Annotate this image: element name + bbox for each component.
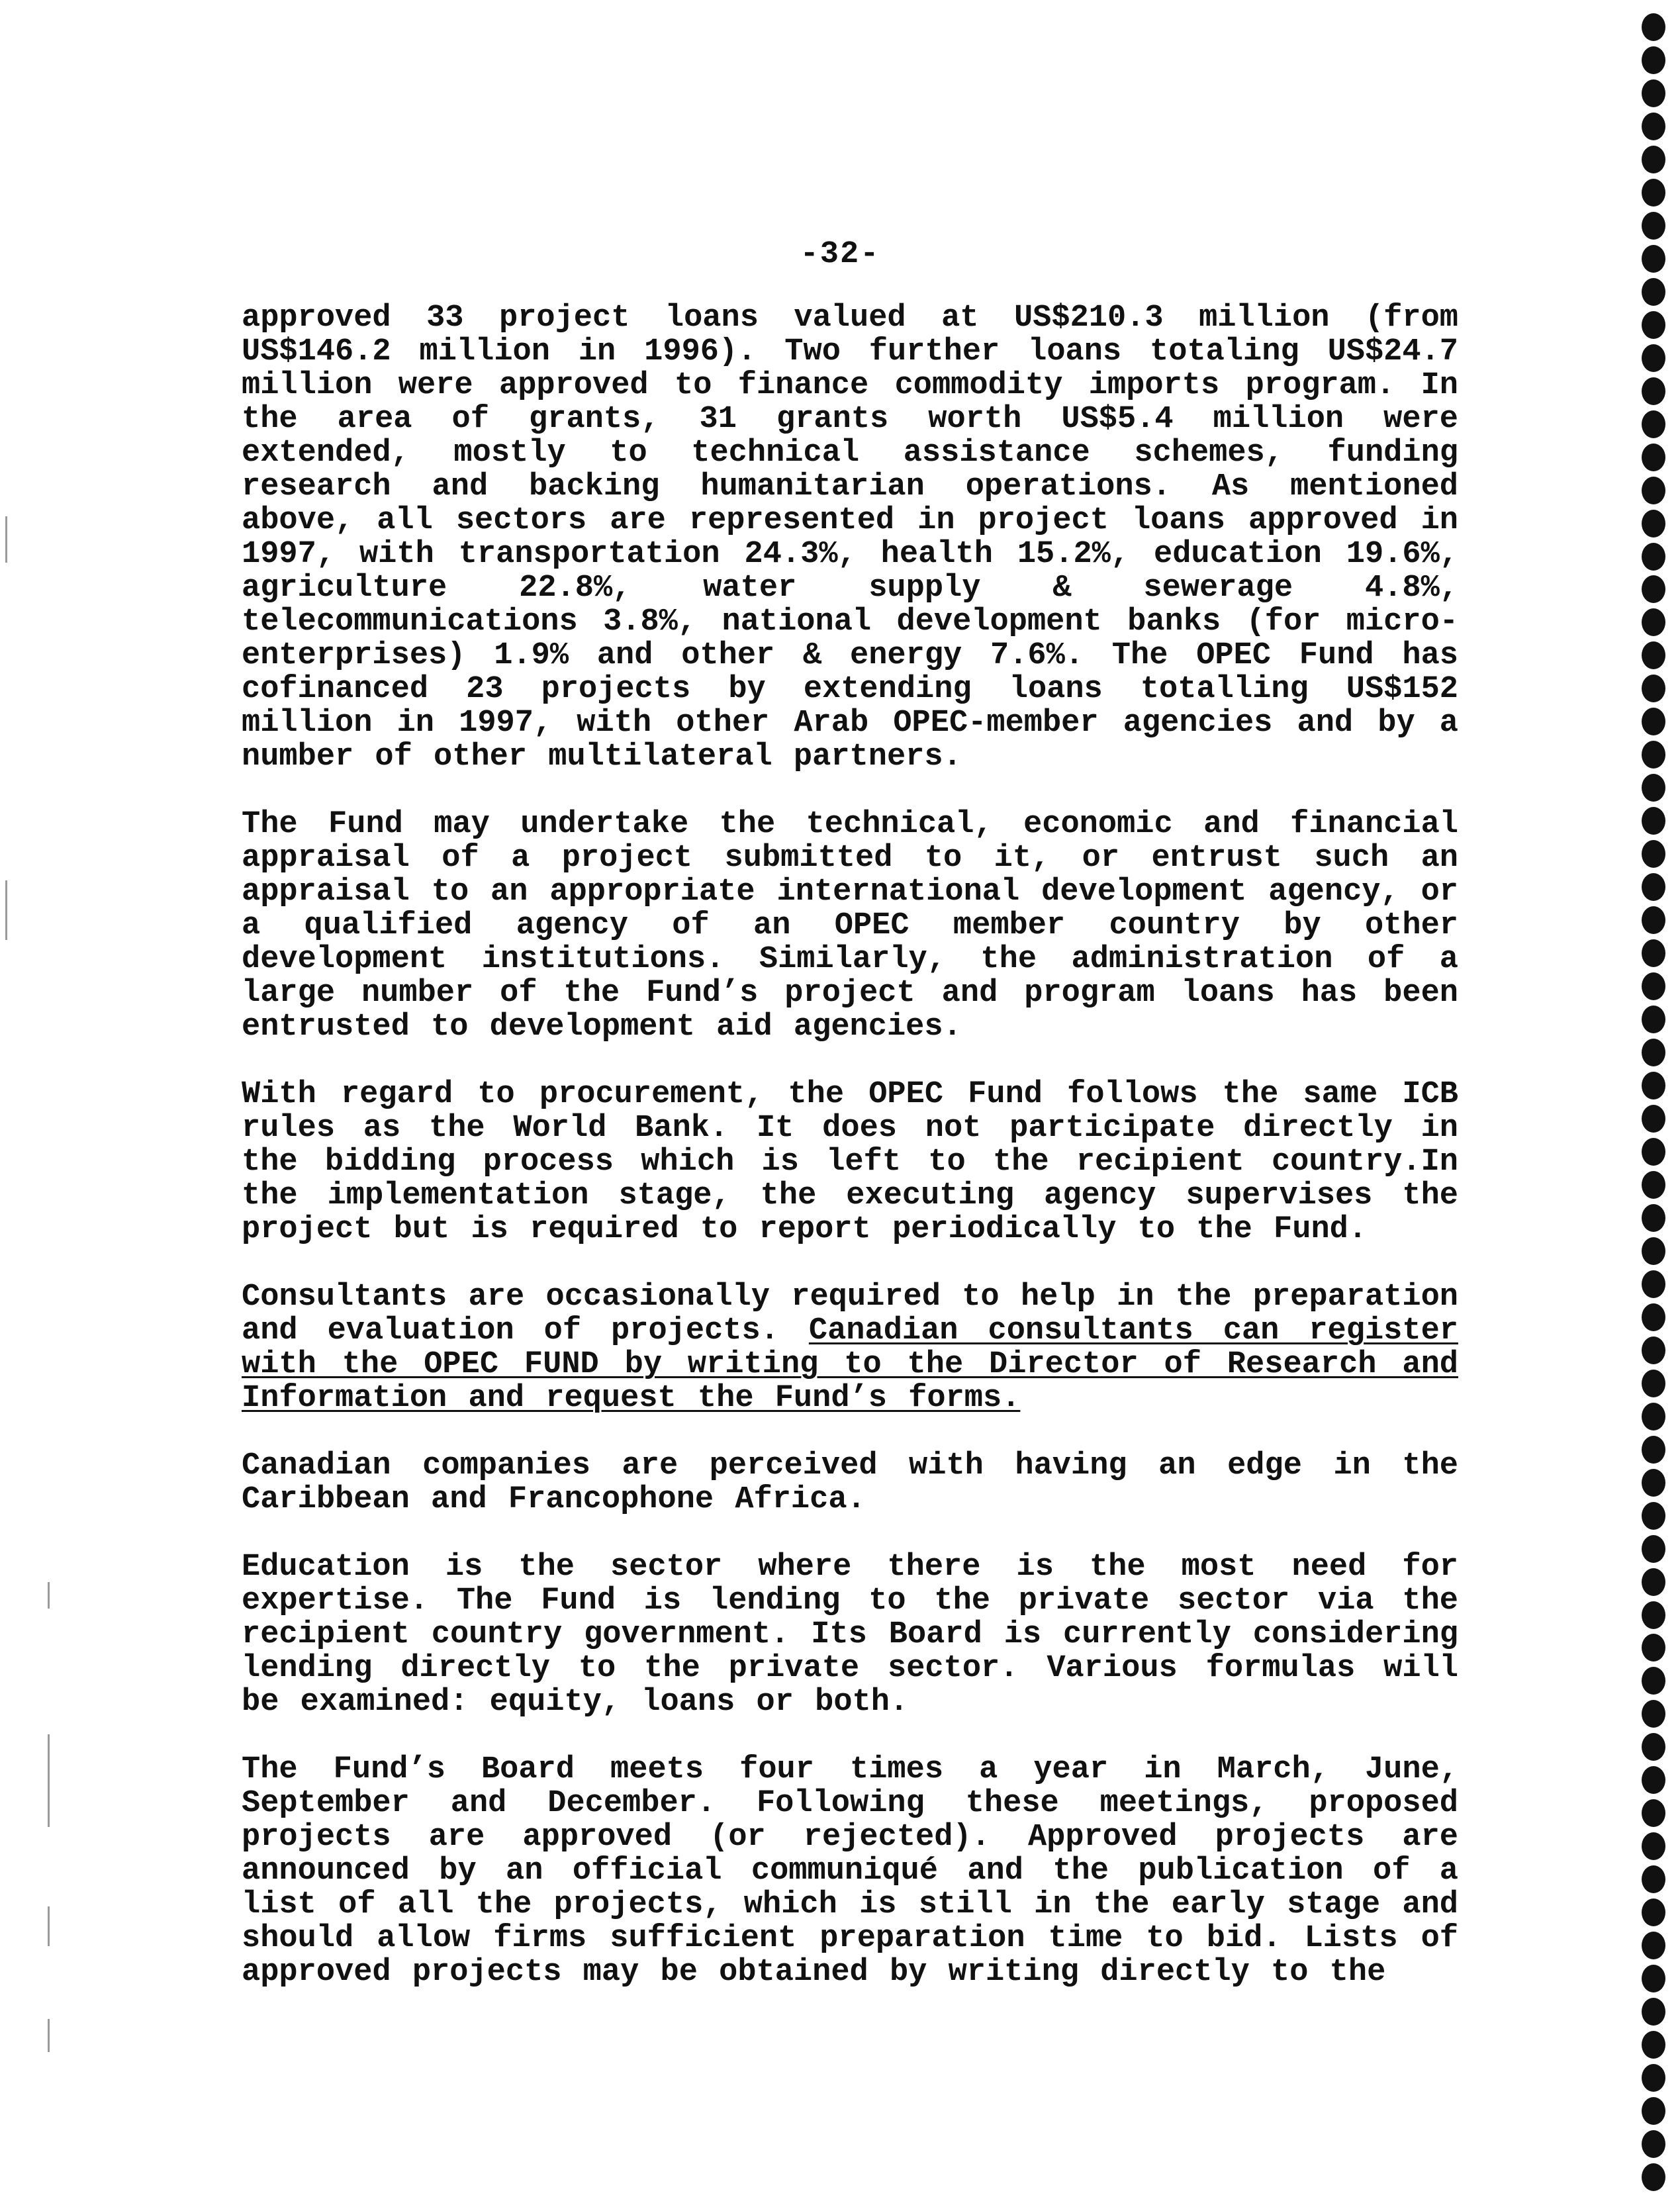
binding-hole bbox=[1642, 1303, 1665, 1331]
binding-hole bbox=[1642, 1237, 1665, 1265]
binding-hole bbox=[1642, 1138, 1665, 1166]
scan-mark bbox=[48, 1734, 50, 1827]
scan-mark bbox=[5, 516, 7, 563]
binding-hole bbox=[1642, 444, 1665, 471]
paragraph-text: The Fund’s Board meets four times a year in March, June, September and December. Following these meetings, proposed projects are approved (or rejected). Approved projects are announced by an official communiqué and the publication of a list of all the projects, which is still in the early stage and should allow firms sufficient preparation time to bid. Lists of approved projects may be obtained by writing directly to the bbox=[242, 1752, 1458, 1990]
binding-hole bbox=[1642, 1039, 1665, 1066]
binding-hole bbox=[1642, 1568, 1665, 1596]
scan-mark bbox=[48, 1906, 50, 1946]
binding-hole bbox=[1642, 1766, 1665, 1794]
binding-hole bbox=[1642, 113, 1665, 140]
binding-hole bbox=[1642, 1932, 1665, 1959]
binding-hole bbox=[1642, 1370, 1665, 1397]
paragraph-board-meetings bbox=[242, 1753, 1458, 1989]
binding-hole bbox=[1642, 1336, 1665, 1364]
binding-hole bbox=[1642, 741, 1665, 769]
binding-hole bbox=[1642, 311, 1665, 339]
consultant-registration-note: Canadian consultants can register with the OPEC FUND by writing to the Director of Research and Information and request the Fund’s forms. bbox=[242, 1313, 1458, 1416]
binding-hole bbox=[1642, 1965, 1665, 1992]
binding-hole bbox=[1642, 1998, 1665, 2026]
binding-hole bbox=[1642, 1799, 1665, 1827]
page-number: -32- bbox=[800, 237, 880, 272]
binding-hole bbox=[1642, 972, 1665, 1000]
paragraph-canadian-companies bbox=[242, 1449, 1458, 1517]
binding-hole bbox=[1642, 245, 1665, 273]
paragraph-procurement bbox=[242, 1078, 1458, 1246]
binding-hole bbox=[1642, 510, 1665, 538]
paragraph-consultants bbox=[242, 1280, 1458, 1415]
binding-hole bbox=[1642, 1502, 1665, 1530]
binding-hole bbox=[1642, 1733, 1665, 1761]
binding-hole bbox=[1642, 2097, 1665, 2125]
scan-mark bbox=[48, 1582, 50, 1609]
paragraph-text: Education is the sector where there is the most need for expertise. The Fund is lending to the private sector via the recipient country government. Its Board is currently considering lending directly to the private sector. Various formulas will be examined: equity, loans or both. bbox=[242, 1550, 1458, 1720]
binding-hole bbox=[1642, 1898, 1665, 1926]
binding-hole bbox=[1642, 1700, 1665, 1728]
binding-hole bbox=[1642, 13, 1665, 41]
binding-hole bbox=[1642, 278, 1665, 306]
binding-hole bbox=[1642, 2130, 1665, 2158]
paragraph-text: The Fund may undertake the technical, economic and financial appraisal of a project submitted to it, or entrust such an appraisal to an appropriate international development agency, or a qualified agency of an OPEC member country by other development institutions. Similarly, the administration of a large number of the Fund’s project and program loans has been entrusted to development aid agencies. bbox=[242, 807, 1458, 1045]
binding-hole bbox=[1642, 608, 1665, 636]
binding-hole bbox=[1642, 79, 1665, 107]
paragraph-text: With regard to procurement, the OPEC Fund follows the same ICB rules as the World Bank. It does not participate directly in the bidding process which is left to the recipient country.In the implementation stage, the executing agency supervises the project but is required to report periodically to the Fund. bbox=[242, 1077, 1458, 1247]
binding-hole bbox=[1642, 906, 1665, 934]
scan-mark bbox=[48, 2019, 50, 2052]
binding-hole bbox=[1642, 1634, 1665, 1662]
scan-mark bbox=[5, 880, 7, 940]
binding-hole bbox=[1642, 1403, 1665, 1430]
binding-hole bbox=[1642, 1204, 1665, 1232]
binding-hole bbox=[1642, 708, 1665, 735]
document-body bbox=[242, 301, 1458, 2023]
paragraph-text: Canadian companies are perceived with having an edge in the Caribbean and Francophone Africa. bbox=[242, 1448, 1458, 1517]
binding-hole bbox=[1642, 1270, 1665, 1298]
binding-hole bbox=[1642, 1171, 1665, 1199]
binding-hole bbox=[1642, 2031, 1665, 2059]
binding-hole bbox=[1642, 2163, 1665, 2191]
binding-hole bbox=[1642, 1865, 1665, 1893]
paragraph-text: approved 33 project loans valued at US$210.3 million (from US$146.2 million in 1996). Two further loans totaling US$24.7 million were approved to finance commodity imports program. In the area of grants, 31 grants worth US$5.4 million were extended, mostly to technical assistance schemes, funding research and backing humanitarian operations. As mentioned above, all sectors are represented in project loans approved in 1997, with transportation 24.3%, health 15.2%, education 19.6%, agriculture 22.8%, water supply & sewerage 4.8%, telecommunications 3.8%, national development banks (for micro-enterprises) 1.9% and other & energy 7.6%. The OPEC Fund has cofinanced 23 projects by extending loans totalling US$152 million in 1997, with other Arab OPEC-member agencies and by a number of other multilateral partners. bbox=[242, 301, 1458, 774]
binding-hole bbox=[1642, 543, 1665, 571]
binding-hole bbox=[1642, 2064, 1665, 2092]
binding-hole bbox=[1642, 146, 1665, 173]
binding-hole bbox=[1642, 675, 1665, 702]
binding-hole bbox=[1642, 377, 1665, 405]
binding-hole bbox=[1642, 179, 1665, 207]
binding-hole bbox=[1642, 873, 1665, 901]
binding-hole bbox=[1642, 1535, 1665, 1563]
binding-hole bbox=[1642, 1072, 1665, 1100]
binding-hole bbox=[1642, 774, 1665, 802]
binding-hole bbox=[1642, 1667, 1665, 1695]
paragraph-text: Consultants are occasionally required to help in the preparation and evaluation of projects. bbox=[242, 1280, 1458, 1348]
paragraph-education-sector bbox=[242, 1550, 1458, 1719]
binding-hole bbox=[1642, 840, 1665, 868]
paragraph-loans-summary bbox=[242, 301, 1458, 774]
binding-hole bbox=[1642, 575, 1665, 603]
binding-hole bbox=[1642, 1006, 1665, 1033]
paragraph-appraisal bbox=[242, 808, 1458, 1044]
binding-hole bbox=[1642, 1105, 1665, 1133]
binding-hole bbox=[1642, 410, 1665, 438]
binding-hole bbox=[1642, 477, 1665, 504]
binding-hole bbox=[1642, 1469, 1665, 1497]
binding-hole bbox=[1642, 212, 1665, 240]
binding-hole bbox=[1642, 641, 1665, 669]
binding-hole bbox=[1642, 1601, 1665, 1629]
binding-hole bbox=[1642, 1436, 1665, 1464]
spiral-binding bbox=[1634, 13, 1673, 2191]
binding-hole bbox=[1642, 46, 1665, 74]
binding-hole bbox=[1642, 807, 1665, 835]
binding-hole bbox=[1642, 1832, 1665, 1860]
binding-hole bbox=[1642, 344, 1665, 372]
binding-hole bbox=[1642, 939, 1665, 967]
